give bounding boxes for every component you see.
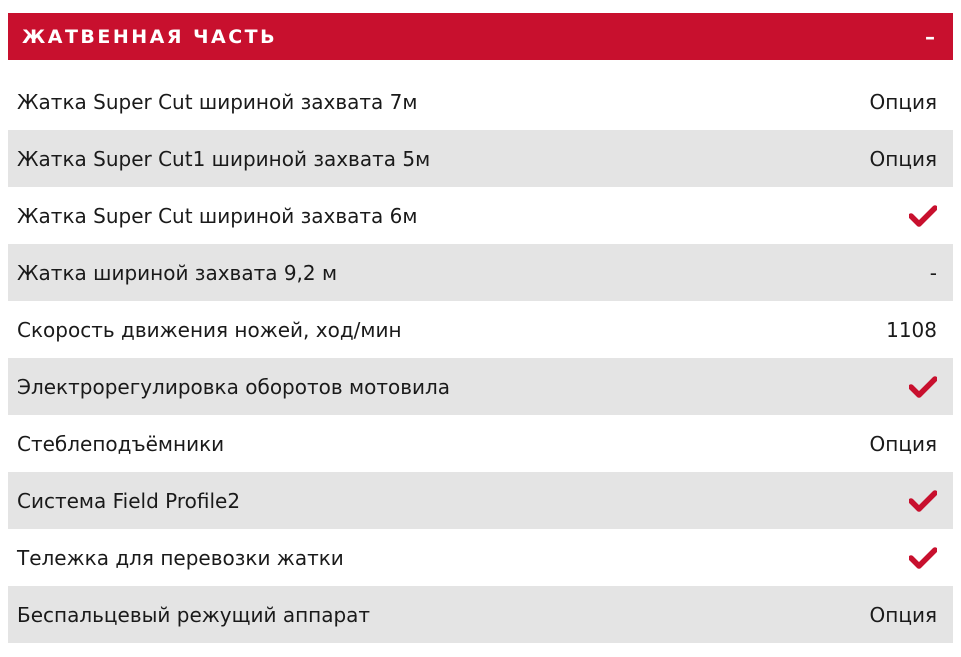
spec-row-label: Жатка Super Cut шириной захвата 7м [17,89,418,114]
spec-row-label: Жатка шириной захвата 9,2 м [17,260,338,285]
section-title: ЖАТВЕННАЯ ЧАСТЬ [22,25,278,48]
spec-row [8,358,953,415]
spec-row [8,73,953,130]
spec-row-value: Опция [869,602,937,627]
collapse-toggle-icon[interactable]: – [925,24,935,49]
spec-row-label: Жатка Super Cut шириной захвата 6м [17,203,418,228]
spec-row-label: Стеблеподъёмники [17,431,225,456]
spec-section-header-part [8,13,953,643]
spec-row [8,130,953,187]
spec-row-label: Электрорегулировка оборотов мотовила [17,374,451,399]
spec-row-value: Опция [869,146,937,171]
spec-row [8,187,953,244]
spec-row-value: 1108 [886,317,937,342]
spec-row [8,586,953,643]
spec-row-label: Беспальцевый режущий аппарат [17,602,371,627]
spec-row-value: - [929,260,937,285]
checkmark-icon [909,205,937,227]
spec-row [8,415,953,472]
spec-row [8,529,953,586]
spec-row-value: Опция [869,431,937,456]
spec-row [8,244,953,301]
spec-row-label: Тележка для перевозки жатки [17,545,344,570]
spec-row [8,301,953,358]
section-header[interactable] [8,13,953,60]
spec-row-label: Система Field Profile2 [17,488,241,513]
spec-row [8,472,953,529]
spec-table [8,73,953,643]
spec-row-label: Жатка Super Cut1 шириной захвата 5м [17,146,431,171]
spec-row-label: Скорость движения ножей, ход/мин [17,317,402,342]
spec-row-value: Опция [869,89,937,114]
checkmark-icon [909,376,937,398]
checkmark-icon [909,547,937,569]
checkmark-icon [909,490,937,512]
